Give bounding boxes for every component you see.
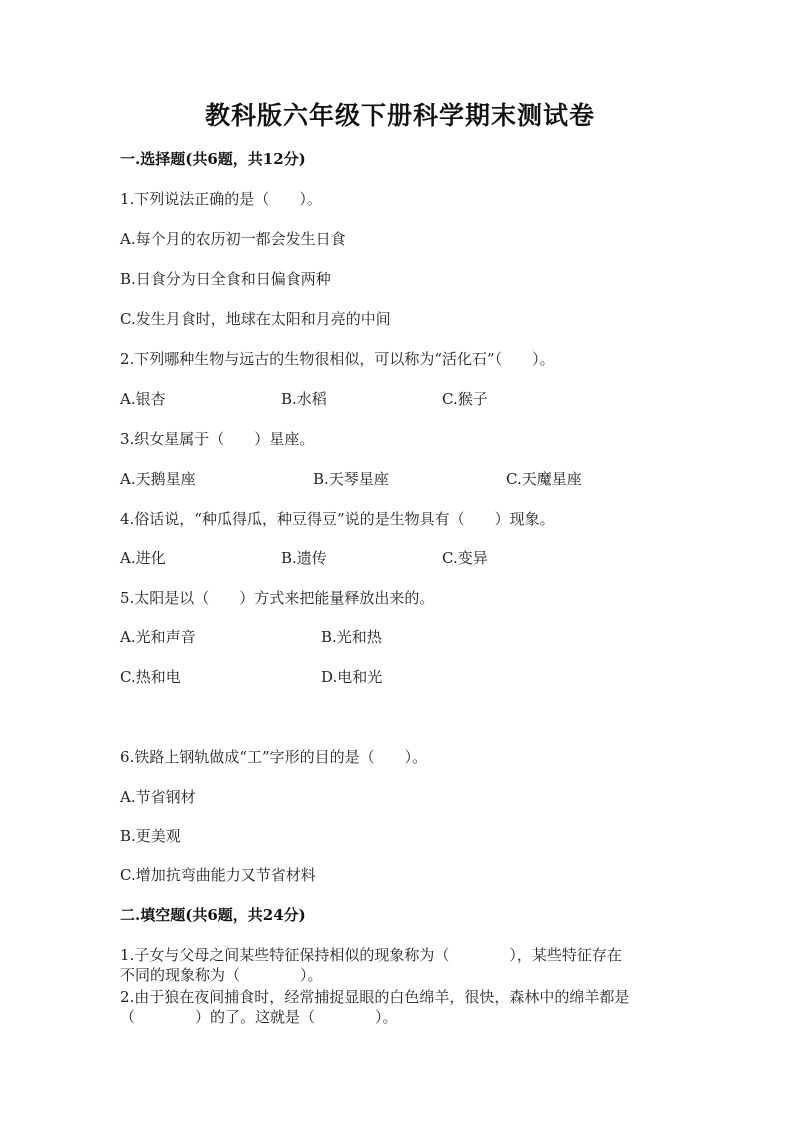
question-1-option-a: A.每个月的农历初一都会发生日食 [120,230,346,248]
question-3-option-a: A.天鹅星座 [120,470,196,488]
fill-question-1-line-2: 不同的现象称为（ ）。 [120,966,323,984]
question-5-option-b: B.光和热 [321,628,382,646]
question-5-option-d: D.电和光 [321,668,383,686]
question-3-option-b: B.天琴星座 [313,470,389,488]
question-1-option-b: B.日食分为日全食和日偏食两种 [120,270,331,288]
question-1-option-c: C.发生月食时，地球在太阳和月亮的中间 [120,310,391,328]
question-4-option-a: A.进化 [120,549,166,567]
question-2-stem: 2.下列哪种生物与远古的生物很相似，可以称为“活化石”（ ）。 [120,350,555,368]
fill-question-1-line-1: 1.子女与父母之间某些特征保持相似的现象称为（ ），某些特征存在 [120,946,622,964]
question-5-option-c: C.热和电 [120,668,181,686]
question-6-option-b: B.更美观 [120,827,181,845]
question-6-stem: 6.铁路上钢轨做成“工”字形的目的是（ ）。 [120,748,428,766]
question-2-option-b: B.水稻 [281,390,327,408]
question-1-stem: 1.下列说法正确的是（ ）。 [120,190,322,208]
question-2-option-a: A.银杏 [120,390,166,408]
question-2-option-c: C.猴子 [442,390,488,408]
question-5-option-a: A.光和声音 [120,628,196,646]
question-6-option-c: C.增加抗弯曲能力又节省材料 [120,866,316,884]
question-4-stem: 4.俗话说，“种瓜得瓜，种豆得豆”说的是生物具有（ ）现象。 [120,510,555,528]
question-3-option-c: C.天魔星座 [506,470,582,488]
question-6-option-a: A.节省钢材 [120,788,196,806]
question-5-stem: 5.太阳是以（ ）方式来把能量释放出来的。 [120,589,435,607]
question-4-option-b: B.遗传 [281,549,327,567]
section-heading-fill-in: 二.填空题(共6题，共24分) [120,906,306,924]
fill-question-2-line-2: （ ）的了。这就是（ ）。 [120,1008,398,1026]
section-heading-multiple-choice: 一.选择题(共6题，共12分) [120,150,306,168]
page-title: 教科版六年级下册科学期末测试卷 [204,101,595,130]
question-3-stem: 3.织女星属于（ ）星座。 [120,430,315,448]
fill-question-2-line-1: 2.由于狼在夜间捕食时，经常捕捉显眼的白色绵羊，很快，森林中的绵羊都是 [120,988,630,1006]
question-4-option-c: C.变异 [442,549,488,567]
